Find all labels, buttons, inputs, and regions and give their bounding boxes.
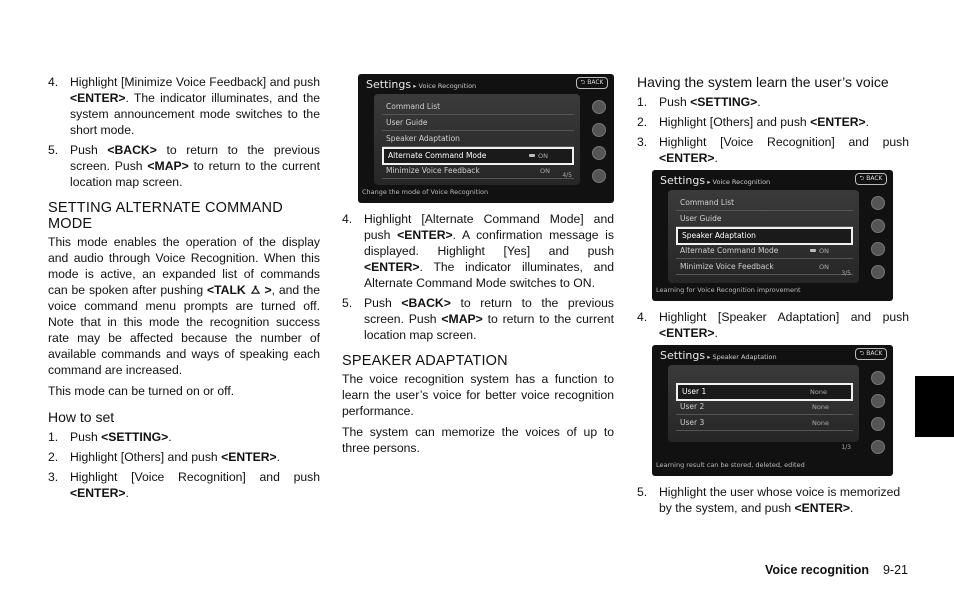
screen-title-text: Settings xyxy=(660,349,706,362)
menu-row xyxy=(676,196,853,211)
step-number: 2. xyxy=(48,450,59,464)
step-text-part: . A confirmation message is displayed. Highlight [Yes] and push xyxy=(364,228,614,258)
step-text-part: . xyxy=(714,151,718,165)
step-number: 5. xyxy=(637,485,648,499)
step-number: 4. xyxy=(342,212,353,226)
step-text-part: Push xyxy=(364,296,402,310)
step-text-part: . xyxy=(714,326,718,340)
screen-footer: Learning result can be stored, deleted, edited xyxy=(656,461,805,469)
step-4-alternate xyxy=(342,211,614,291)
step-text-part: . xyxy=(850,501,854,515)
menu-row-label: Speaker Adaptation xyxy=(386,134,460,143)
scroll-buttons xyxy=(871,371,885,463)
indicator xyxy=(529,149,548,163)
menu-row-label: Speaker Adaptation xyxy=(682,231,756,240)
button-ref: <ENTER> xyxy=(659,151,715,165)
round-button xyxy=(871,219,885,233)
step-number: 5. xyxy=(48,143,59,157)
menu-panel xyxy=(374,94,580,185)
indicator-light xyxy=(810,249,816,252)
step-text-part: Highlight [Speaker Adaptation] and push xyxy=(659,310,909,324)
menu-row xyxy=(676,244,853,259)
menu-row-highlighted xyxy=(382,147,574,165)
menu-row-label: Minimize Voice Feedback xyxy=(680,262,774,271)
back-button: ⮌ BACK xyxy=(855,348,887,360)
button-ref: <ENTER> xyxy=(810,115,866,129)
menu-panel xyxy=(668,365,859,442)
indicator-value: ON xyxy=(538,152,548,160)
button-ref: <ENTER> xyxy=(397,228,453,242)
round-button xyxy=(871,242,885,256)
step-text xyxy=(70,469,320,501)
round-button xyxy=(871,265,885,279)
step-text-part: . xyxy=(168,430,172,444)
howto-title: How to set xyxy=(48,409,115,425)
button-ref: <BACK> xyxy=(107,143,157,157)
page-indicator: 3/5 xyxy=(841,270,851,277)
step-number: 2. xyxy=(637,115,648,129)
menu-row xyxy=(676,416,853,431)
menu-row-label: User 2 xyxy=(680,402,705,411)
button-ref: <ENTER> xyxy=(794,501,851,515)
howto-step-1 xyxy=(48,429,320,445)
back-label: BACK xyxy=(866,175,883,182)
section-title-speaker-adaptation: SPEAKER ADAPTATION xyxy=(342,353,508,369)
step-text xyxy=(659,134,909,166)
step-text xyxy=(364,211,614,291)
button-ref: <ENTER> xyxy=(659,326,715,340)
screen-subtitle: Speaker Adaptation xyxy=(712,353,777,361)
learn-step-4 xyxy=(637,309,909,341)
menu-row-highlighted xyxy=(676,227,853,245)
learn-step-2 xyxy=(637,114,909,130)
learn-voice-title: Having the system learn the user’s voice xyxy=(637,74,889,90)
step-text-part: Push xyxy=(659,95,691,109)
button-ref: <BACK> xyxy=(401,296,451,310)
menu-row-label: Command List xyxy=(386,102,441,111)
screenshot-speaker-adaptation xyxy=(652,345,893,476)
step-number: 4. xyxy=(637,310,648,324)
menu-row xyxy=(382,164,574,179)
step-text xyxy=(659,94,909,110)
step-text-part: Highlight [Alternate Command Mode] and push xyxy=(364,212,614,242)
learn-step-1 xyxy=(637,94,909,110)
screen-footer: Change the mode of Voice Recognition xyxy=(362,188,489,196)
menu-row-label: Alternate Command Mode xyxy=(388,151,487,160)
step-text-part: . xyxy=(865,115,870,129)
screen-title-text: Settings xyxy=(366,78,412,91)
step-text-part: Push xyxy=(70,430,102,444)
screen-title: Settings ▸ Voice Recognition xyxy=(660,174,771,187)
talk-button-ref xyxy=(207,283,272,297)
menu-row xyxy=(676,212,853,227)
menu-row xyxy=(382,132,574,147)
menu-row xyxy=(382,100,574,115)
step-text-part: . xyxy=(125,486,129,500)
step-text-part: Highlight the user whose voice is memorized by the system, and push xyxy=(659,485,901,515)
step-text-part: Highlight [Others] and push xyxy=(70,450,222,464)
step-number: 1. xyxy=(48,430,59,444)
menu-row-label: User 3 xyxy=(680,418,705,427)
step-text-part: Highlight [Minimize Voice Feedback] and push xyxy=(70,75,320,89)
back-button: ⮌ BACK xyxy=(855,173,887,185)
talk-label: <TALK xyxy=(206,283,246,297)
screen-footer: Learning for Voice Recognition improvement xyxy=(656,286,801,294)
screen-title: Settings ▸ Speaker Adaptation xyxy=(660,349,777,362)
step-text-part: to return to the previous screen. Push xyxy=(70,143,321,173)
back-label: BACK xyxy=(587,79,604,86)
screen-title-text: Settings xyxy=(660,174,706,187)
step-text xyxy=(70,429,320,445)
round-button xyxy=(592,169,606,183)
screenshot-voice-recognition-2 xyxy=(652,170,893,301)
indicator-value: ON xyxy=(819,263,829,271)
round-button xyxy=(871,440,885,454)
round-button xyxy=(871,417,885,431)
indicator xyxy=(540,164,550,178)
scroll-buttons xyxy=(592,100,606,192)
indicator-value: ON xyxy=(819,247,829,255)
step-text-part: Highlight [Others] and push xyxy=(659,115,811,129)
indicator xyxy=(819,260,829,274)
step-number: 4. xyxy=(48,75,59,89)
menu-row xyxy=(382,116,574,131)
button-ref: <ENTER> xyxy=(364,260,420,274)
howto-step-2 xyxy=(48,449,320,465)
step-4-minimize xyxy=(48,74,320,138)
step-number: 5. xyxy=(342,296,353,310)
step-number: 1. xyxy=(637,95,648,109)
button-ref: <MAP> xyxy=(147,159,189,173)
button-ref: <ENTER> xyxy=(70,486,126,500)
screen-subtitle: Voice Recognition xyxy=(712,178,771,186)
screen-title: Settings ▸ Voice Recognition xyxy=(366,78,477,91)
step-text xyxy=(659,309,909,341)
round-button xyxy=(592,100,606,114)
paragraph-part: , and the voice command menu prompts are turned off. Note that in this mode the recognition success rate may be affected because the number of available commands and ways of speaking each command are increased. xyxy=(48,283,321,377)
back-label: BACK xyxy=(866,350,883,357)
menu-row-label: User Guide xyxy=(386,118,428,127)
step-number: 3. xyxy=(48,470,59,484)
page-indicator: 1/3 xyxy=(841,444,851,451)
button-ref: <ENTER> xyxy=(221,450,277,464)
step-text-part: to return to the current location map screen. xyxy=(364,312,614,342)
step-text xyxy=(659,484,909,516)
step-text-part: . The indicator illuminates, and the system announcement mode switches to the short mode. xyxy=(70,91,320,137)
howto-step-3 xyxy=(48,469,320,501)
indicator-light xyxy=(529,154,535,157)
column-middle xyxy=(342,74,614,461)
paragraph-on-off: This mode can be turned on or off. xyxy=(48,384,235,398)
step-text xyxy=(70,449,320,465)
paragraph-alternate-mode xyxy=(48,234,320,378)
step-text-part: Highlight [Voice Recognition] and push xyxy=(659,135,909,149)
page-indicator: 4/5 xyxy=(562,172,572,179)
round-button xyxy=(871,371,885,385)
menu-row-label: User 1 xyxy=(682,387,707,396)
menu-row-label: User Guide xyxy=(680,214,722,223)
step-text-part: to return to the current location map screen. xyxy=(70,159,320,189)
step-text xyxy=(70,142,320,190)
button-ref: <SETTING> xyxy=(690,95,758,109)
step-text-part: Push xyxy=(70,143,108,157)
chapter-tab xyxy=(915,376,954,437)
menu-row xyxy=(676,260,853,275)
round-button xyxy=(871,196,885,210)
menu-panel xyxy=(668,190,859,283)
screenshot-voice-recognition-1 xyxy=(358,74,614,203)
step-text xyxy=(70,74,320,138)
row-value: None xyxy=(812,419,829,427)
step-5-back xyxy=(342,295,614,343)
step-text xyxy=(364,295,614,343)
indicator xyxy=(810,244,829,258)
scroll-buttons xyxy=(871,196,885,288)
button-ref: <ENTER> xyxy=(70,91,126,105)
screen-subtitle: Voice Recognition xyxy=(418,82,477,90)
paragraph-learn: The voice recognition system has a function to learn the user’s voice for better voice recognition performance. xyxy=(342,372,614,418)
menu-row-label: Alternate Command Mode xyxy=(680,246,779,255)
menu-row-label: Command List xyxy=(680,198,735,207)
step-text-part: Highlight [Voice Recognition] and push xyxy=(70,470,320,484)
button-ref: <SETTING> xyxy=(101,430,169,444)
step-5-back xyxy=(48,142,320,190)
learn-step-5 xyxy=(637,484,909,516)
talk-icon xyxy=(250,284,261,295)
talk-label-end: > xyxy=(264,283,272,297)
footer-page-number: 9-21 xyxy=(882,563,908,577)
learn-step-3 xyxy=(637,134,909,166)
menu-row xyxy=(676,400,853,415)
back-button: ⮌ BACK xyxy=(576,77,608,89)
row-value: None xyxy=(810,388,827,396)
step-text-part: . xyxy=(757,95,761,109)
footer-section: Voice recognition xyxy=(765,563,869,577)
column-right xyxy=(637,74,909,520)
column-left xyxy=(48,74,320,505)
round-button xyxy=(592,123,606,137)
step-text-part: . The indicator illuminates, and Alternate Command Mode switches to ON. xyxy=(364,260,614,290)
step-text xyxy=(659,114,909,130)
round-button xyxy=(592,146,606,160)
step-text-part: to return to the previous screen. Push xyxy=(364,296,615,326)
button-ref: <MAP> xyxy=(441,312,483,326)
section-title-alternate-command: SETTING ALTERNATE COMMAND MODE xyxy=(48,200,283,232)
round-button xyxy=(871,394,885,408)
paragraph-memorize: The system can memorize the voices of up to three persons. xyxy=(342,425,614,455)
page-footer xyxy=(765,563,908,577)
menu-row-label: Minimize Voice Feedback xyxy=(386,166,480,175)
menu-row-highlighted xyxy=(676,383,853,401)
paragraph-part: This mode enables the operation of the display and audio through Voice Recognition. When this mode is active, an expanded list of commands can be spoken after pushing xyxy=(48,235,320,297)
step-number: 3. xyxy=(637,135,648,149)
row-value: None xyxy=(812,403,829,411)
step-text-part: . xyxy=(276,450,281,464)
indicator-value: ON xyxy=(540,167,550,175)
